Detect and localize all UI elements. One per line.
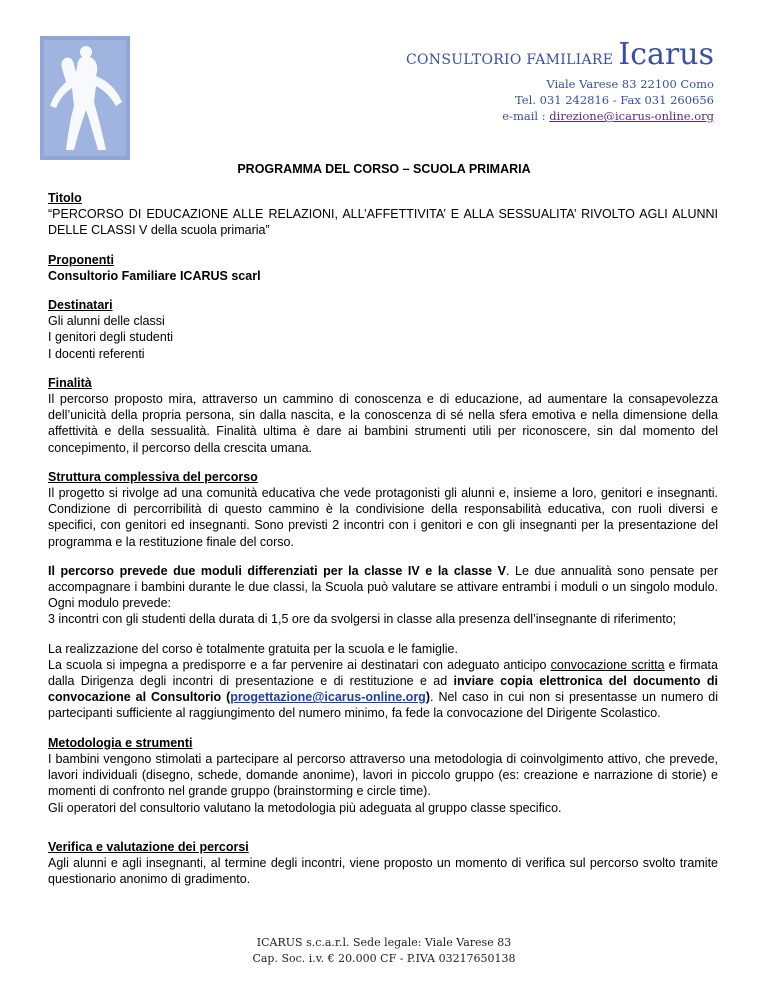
convocazione-scritta: convocazione scritta bbox=[550, 657, 665, 672]
metodologia-text1: I bambini vengono stimolati a partecipare al percorso attraverso una metodologia di coinvolgimento attivo, che prevede, lavori individuali (disegno, schede, domande anonime), lavori in piccolo gruppo (es: creazione e narrazione di storie) e momenti di confronto nel grande gruppo (brainstorming e circle time). bbox=[48, 751, 718, 799]
section-titolo bbox=[48, 190, 718, 239]
document-body bbox=[48, 190, 718, 900]
heading-verifica: Verifica e valutazione dei percorsi bbox=[48, 839, 249, 854]
footer-line2: Cap. Soc. i.v. € 20.000 CF - P.IVA 03217650138 bbox=[252, 952, 516, 965]
section-finalita bbox=[48, 375, 718, 456]
email-label: e-mail : bbox=[502, 109, 550, 123]
section-struttura bbox=[48, 469, 718, 550]
moduli-rest: . Le due annualità sono pensate per accompagnare i bambini durante le due classi, la Scuola può valutare se attivare entrambi i moduli o un singolo modulo. Ogni modulo prevede: bbox=[48, 563, 718, 611]
progettazione-email-link[interactable]: progettazione@icarus-online.org bbox=[230, 690, 426, 705]
moduli-line: 3 incontri con gli studenti della durata di 1,5 ore da svolgersi in classe alla presenza dell’insegnante di riferimento; bbox=[48, 612, 677, 627]
titolo-text: “PERCORSO DI EDUCAZIONE ALLE RELAZIONI, ALL’AFFETTIVITA’ E ALLA SESSUALITA’ RIVOLTO AGLI ALUNNI DELLE CLASSI V della scuola primaria” bbox=[48, 207, 718, 238]
realizzazione-text-c: . Nel caso in cui non si presentasse un numero di partecipanti sufficiente al raggiungimento del numero minimo, fa fede la convocazione del Dirigente Scolastico. bbox=[48, 690, 718, 721]
org-name: Icarus bbox=[618, 37, 714, 72]
heading-finalita: Finalità bbox=[48, 375, 92, 390]
heading-titolo: Titolo bbox=[48, 191, 82, 205]
proponenti-text: Consultorio Familiare ICARUS scarl bbox=[48, 268, 261, 283]
realizzazione-bold: inviare copia elettronica del documento di convocazione al Consultorio ( bbox=[48, 674, 718, 705]
section-realizzazione bbox=[48, 641, 718, 722]
address: Viale Varese 83 22100 Como bbox=[546, 77, 714, 91]
icarus-logo bbox=[40, 36, 130, 160]
section-verifica bbox=[48, 839, 718, 888]
realizzazione-paragraph bbox=[48, 657, 718, 722]
footer-line1: ICARUS s.c.a.r.l. Sede legale: Viale Varese 83 bbox=[256, 936, 512, 949]
phone-fax: Tel. 031 242816 - Fax 031 260656 bbox=[515, 93, 714, 107]
section-metodologia bbox=[48, 735, 718, 816]
heading-destinatari: Destinatari bbox=[48, 298, 113, 313]
realizzazione-line1: La realizzazione del corso è totalmente gratuita per la scuola e le famiglie. bbox=[48, 641, 458, 656]
section-proponenti bbox=[48, 252, 718, 284]
org-prefix: CONSULTORIO FAMILIARE bbox=[406, 52, 614, 68]
realizzazione-text-b: e firmata dalla Dirigenza degli incontri di presentazione e di restituzione e ad bbox=[48, 657, 718, 689]
destinatari-item: Gli alunni delle classi bbox=[48, 314, 165, 329]
realizzazione-bold-end: ) bbox=[425, 690, 430, 705]
document-title: PROGRAMMA DEL CORSO – SCUOLA PRIMARIA bbox=[237, 162, 531, 176]
footer bbox=[0, 935, 768, 967]
section-destinatari bbox=[48, 297, 718, 362]
destinatari-item: I docenti referenti bbox=[48, 346, 145, 361]
heading-metodologia: Metodologia e strumenti bbox=[48, 735, 193, 750]
heading-proponenti: Proponenti bbox=[48, 252, 114, 267]
destinatari-item: I genitori degli studenti bbox=[48, 330, 174, 345]
moduli-bold: Il percorso prevede due moduli differenziati per la classe IV e la classe V bbox=[48, 563, 506, 578]
moduli-paragraph bbox=[48, 563, 718, 612]
metodologia-text2: Gli operatori del consultorio valutano la metodologia più adeguata al gruppo classe specifico. bbox=[48, 800, 562, 815]
verifica-text: Agli alunni e agli insegnanti, al termine degli incontri, viene proposto un momento di verifica sul percorso svolto tramite questionario anonimo di gradimento. bbox=[48, 855, 718, 887]
finalita-text: Il percorso proposto mira, attraverso un cammino di conoscenza e di educazione, ad aumentare la consapevolezza dell’unicità della propria persona, sin dalla nascita, e la conoscenza di sé nella sfera emotiva e nella dimensione della affettività e della sessualità. Finalità ultima è dare ai bambini strumenti utili per riconoscere, sin dal momento del concepimento, il percorso della crescita umana. bbox=[48, 392, 718, 455]
letterhead bbox=[406, 37, 714, 124]
heading-struttura: Struttura complessiva del percorso bbox=[48, 469, 258, 484]
section-moduli bbox=[48, 563, 718, 628]
email-link[interactable]: direzione@icarus-online.org bbox=[549, 109, 714, 123]
struttura-text: Il progetto si rivolge ad una comunità educativa che vede protagonisti gli alunni e, insieme a loro, genitori e insegnanti. Condizione di percorribilità di questo cammino è la condivisione della responsabilità educativa, con ruoli diversi e specifici, con genitori ed insegnanti. Sono previsti 2 incontri con i genitori e con gli insegnanti per la presentazione del programma e la restituzione finale del corso. bbox=[48, 486, 718, 549]
realizzazione-text-a: La scuola si impegna a predisporre e a far pervenire ai destinatari con adeguato anticipo bbox=[48, 657, 551, 672]
